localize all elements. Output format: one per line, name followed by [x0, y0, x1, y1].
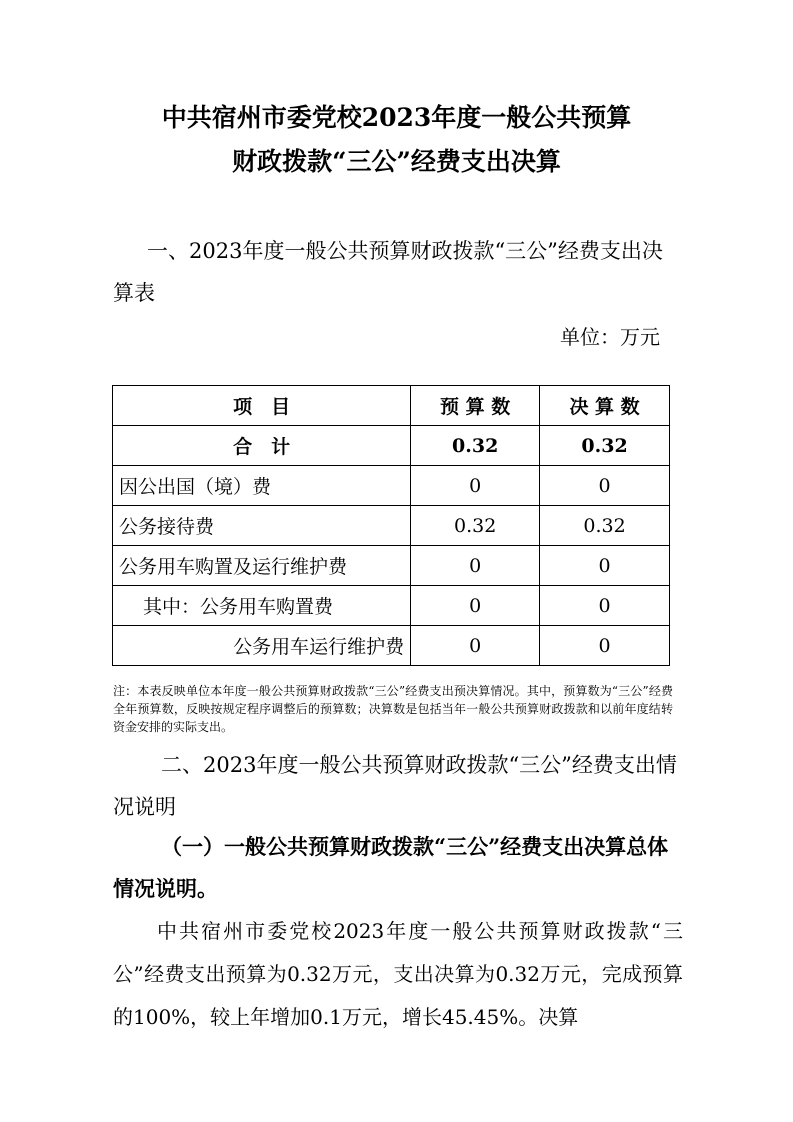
header-item: 项 目: [113, 386, 411, 426]
row-budget: 0: [411, 626, 540, 666]
table-row: [113, 626, 670, 666]
row-final: 0: [540, 586, 670, 626]
body-paragraph: 中共宿州市委党校2023年度一般公共预算财政拨款“三公”经费支出预算为0.32万元，支出决算为0.32万元，完成预算的100%，较上年增加0.1万元，增长45.45%。决算: [113, 919, 683, 1029]
row-label: 因公出国（境）费: [113, 466, 411, 506]
table-note: 注：本表反映单位本年度一般公共预算财政拨款“三公”经费支出预决算情况。其中，预算数为“三公”经费全年预算数，反映按规定程序调整后的预算数；决算数是包括当年一般公共预算财政拨款和以前年度结转资金安排的实际支出。: [113, 684, 673, 734]
title-line-2: 财政拨款“三公”经费支出决算: [232, 147, 561, 176]
total-label: 合 计: [113, 426, 411, 466]
total-final: 0.32: [540, 426, 670, 466]
expense-table: [112, 385, 670, 666]
row-budget: 0: [411, 466, 540, 506]
subsection-1-heading: （一）一般公共预算财政拨款“三公”经费支出决算总体情况说明。: [113, 834, 669, 901]
row-final: 0: [540, 546, 670, 586]
table-header-row: [113, 386, 670, 426]
section-1-heading: 一、2023年度一般公共预算财政拨款“三公”经费支出决算表: [113, 239, 663, 305]
header-final: 决 算 数: [540, 386, 670, 426]
section-2-heading: 二、2023年度一般公共预算财政拨款“三公”经费支出情况说明: [113, 753, 677, 819]
row-label: 公务用车运行维护费: [113, 626, 411, 666]
header-budget: 预 算 数: [411, 386, 540, 426]
table-row: [113, 506, 670, 546]
title-line-1: 中共宿州市委党校2023年度一般公共预算: [161, 103, 632, 132]
row-final: 0.32: [540, 506, 670, 546]
table-total-row: [113, 426, 670, 466]
row-budget: 0.32: [411, 506, 540, 546]
table-row: [113, 546, 670, 586]
row-budget: 0: [411, 546, 540, 586]
row-final: 0: [540, 626, 670, 666]
row-final: 0: [540, 466, 670, 506]
row-label: 公务用车购置及运行维护费: [113, 546, 411, 586]
table-row: [113, 466, 670, 506]
total-budget: 0.32: [411, 426, 540, 466]
table-row: [113, 586, 670, 626]
row-label: 其中：公务用车购置费: [113, 586, 411, 626]
unit-label: 单位：万元: [560, 325, 660, 349]
row-label: 公务接待费: [113, 506, 411, 546]
row-budget: 0: [411, 586, 540, 626]
